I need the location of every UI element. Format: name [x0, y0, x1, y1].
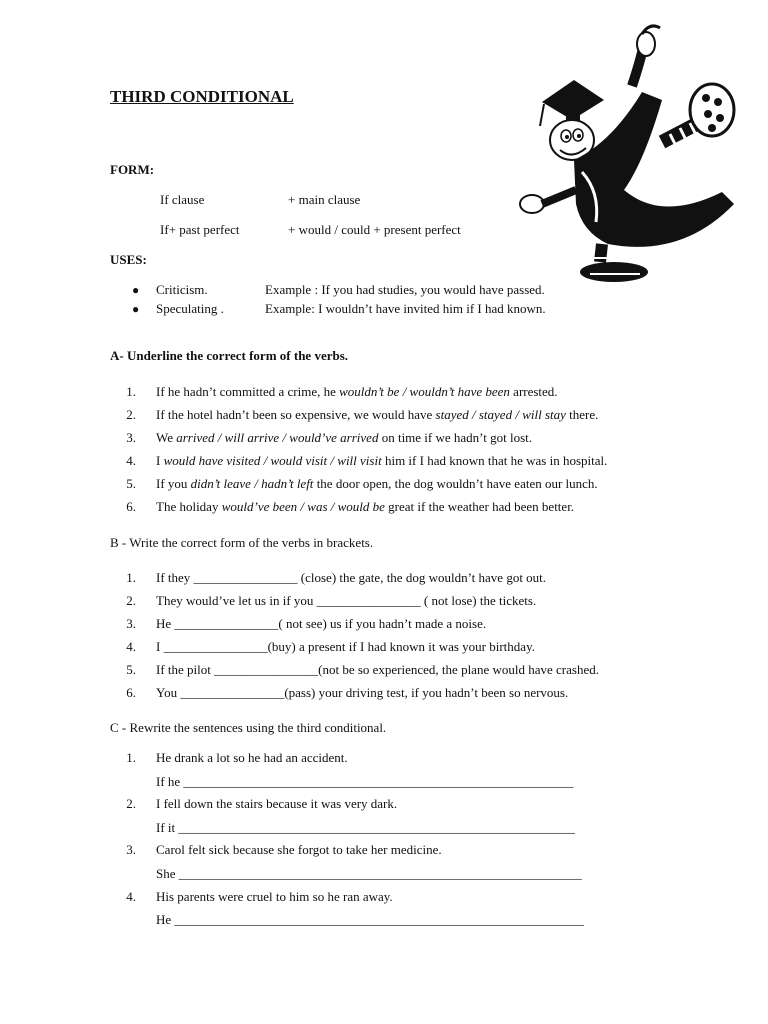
exercise-b-item[interactable]: 6. You ________________(pass) your driving test, if you hadn’t been so nervous. — [126, 685, 569, 700]
use-label-speculating: Speculating . — [156, 301, 224, 316]
exercise-b-item[interactable]: 3. He ________________( not see) us if you hadn’t made a noise. — [126, 616, 487, 631]
exercise-a-item: 1. If he hadn’t committed a crime, he wouldn’t be / wouldn’t have been arrested. — [126, 384, 558, 399]
form-row-2-col2: + would / could + present perfect — [288, 222, 461, 237]
verb-options[interactable]: would’ve been / was / would be — [221, 499, 385, 514]
exercise-b-item[interactable]: 4. I ________________(buy) a present if I had known it was your birthday. — [126, 639, 535, 654]
section-a-heading: A- Underline the correct form of the verbs. — [110, 348, 349, 363]
bullet-icon: ● — [132, 302, 140, 316]
exercise-b-item[interactable]: 5. If the pilot ________________(not be so experienced, the plane would have crashed. — [126, 662, 599, 677]
section-c-heading: C - Rewrite the sentences using the third conditional. — [110, 720, 387, 735]
use-label-criticism: Criticism. — [156, 282, 208, 297]
use-example-speculating: Example: I wouldn’t have invited him if I had known. — [265, 301, 546, 316]
verb-options[interactable]: stayed / stayed / will stay — [435, 407, 566, 422]
use-example-criticism: Example : If you had studies, you would have passed. — [265, 282, 545, 297]
exercise-a-item: 5. If you didn’t leave / hadn’t left the door open, the dog wouldn’t have eaten our lunch. — [126, 476, 598, 491]
exercise-a-item: 3. We arrived / will arrive / would’ve arrived on time if we hadn’t got lost. — [126, 430, 533, 445]
exercise-a-item: 2. If the hotel hadn’t been so expensive, we would have stayed / stayed / will stay there. — [126, 407, 599, 422]
verb-options[interactable]: arrived / will arrive / would’ve arrived — [176, 430, 379, 445]
page-title: THIRD CONDITIONAL — [110, 87, 294, 106]
form-heading: FORM: — [110, 162, 155, 177]
verb-options[interactable]: would have visited / would visit / will visit — [163, 453, 382, 468]
section-b-heading: B - Write the correct form of the verbs in brackets. — [110, 535, 374, 550]
graduate-cartoon-illustration — [512, 22, 744, 284]
exercise-c-item: 2. I fell down the stairs because it was very dark. — [126, 796, 398, 811]
answer-line[interactable]: If he ____________________________________________________________ — [156, 774, 574, 789]
exercise-c-item: 3. Carol felt sick because she forgot to take her medicine. — [126, 842, 442, 857]
exercise-c-item: 4. His parents were cruel to him so he ran away. — [126, 889, 393, 904]
exercise-b-item[interactable]: 1. If they ________________ (close) the gate, the dog wouldn’t have got out. — [126, 570, 547, 585]
form-row-1-col1: If clause — [160, 192, 205, 207]
exercise-a-item: 6. The holiday would’ve been / was / would be great if the weather had been better. — [126, 499, 575, 514]
answer-line[interactable]: She ______________________________________________________________ — [156, 866, 582, 881]
exercise-b-item[interactable]: 2. They would’ve let us in if you ________________ ( not lose) the tickets. — [126, 593, 537, 608]
answer-line[interactable]: If it _____________________________________________________________ — [156, 820, 575, 835]
uses-heading: USES: — [110, 252, 147, 267]
exercise-c-item: 1. He drank a lot so he had an accident. — [126, 750, 348, 765]
exercise-a-item: 4. I would have visited / would visit / will visit him if I had known that he was in hospital. — [126, 453, 608, 468]
verb-options[interactable]: wouldn’t be / wouldn’t have been — [339, 384, 510, 399]
form-row-1-col2: + main clause — [288, 192, 361, 207]
answer-line[interactable]: He _______________________________________________________________ — [156, 912, 584, 927]
verb-options[interactable]: didn’t leave / hadn’t left — [190, 476, 314, 491]
bullet-icon: ● — [132, 283, 140, 297]
form-row-2-col1: If+ past perfect — [160, 222, 240, 237]
